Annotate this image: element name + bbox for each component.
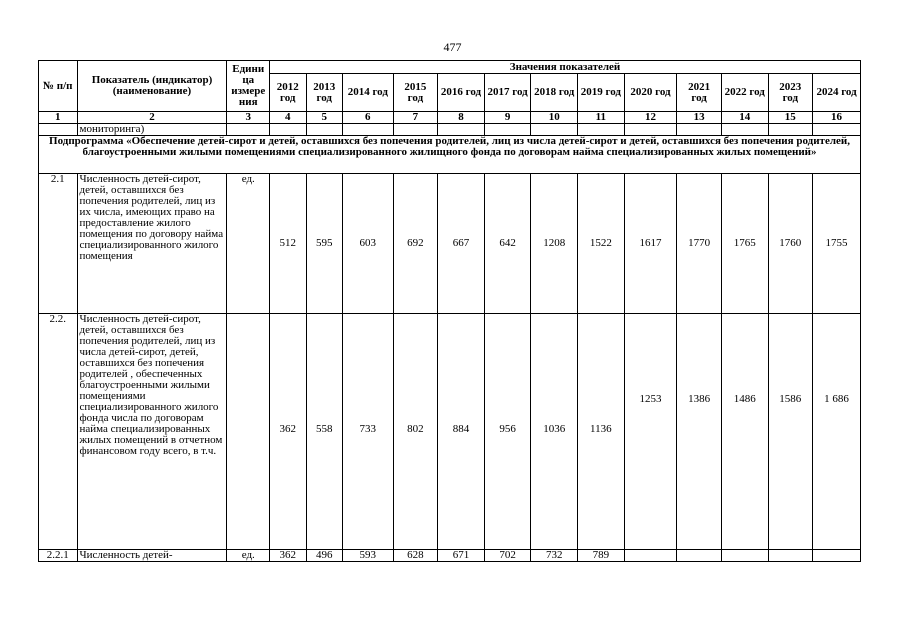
row-value: [721, 550, 768, 562]
page-number: 477: [443, 40, 462, 54]
row-value: 593: [342, 550, 393, 562]
col-number: 15: [768, 112, 813, 124]
subprogram-title: Подпрограмма «Обеспечение детей-сирот и детей, оставшихся без попечения родителей, лиц из числа детей-сирот и детей, оставшихся без попечения родителей, благоустроенными жилыми помещениями специализированного жилищного фонда по договорам найма специализированных жилых помещений»: [39, 136, 861, 174]
row-value: 1617: [624, 174, 677, 314]
header-year: 2019 год: [578, 74, 625, 112]
row-value: 667: [438, 174, 485, 314]
row-value: 692: [393, 174, 438, 314]
header-year: 2012 год: [270, 74, 306, 112]
col-number: 13: [677, 112, 722, 124]
row-value: 642: [484, 174, 531, 314]
row-value: 1770: [677, 174, 722, 314]
row-number: 2.1: [39, 174, 78, 314]
row-value: 558: [306, 314, 342, 550]
row-value: 733: [342, 314, 393, 550]
header-values-title: Значения показателей: [270, 61, 861, 74]
col-number: 8: [438, 112, 485, 124]
row-number: 2.2.: [39, 314, 78, 550]
col-number: 2: [77, 112, 227, 124]
header-year: 2014 год: [342, 74, 393, 112]
header-year: 2024 год: [813, 74, 861, 112]
row-value: 362: [270, 550, 306, 562]
row-value: 1 686: [813, 314, 861, 550]
row-value: 884: [438, 314, 485, 550]
row-value: [768, 550, 813, 562]
row-value: 1036: [531, 314, 578, 550]
row-value: 1136: [578, 314, 625, 550]
row-unit: ед.: [227, 550, 270, 562]
row-value: 496: [306, 550, 342, 562]
row-value: 1522: [578, 174, 625, 314]
row-indicator-name: Численность детей-сирот, детей, оставшихся без попечения родителей, лиц из их числа, имеющих право на предоставление жилого помещения по договору найма специализированного жилого помещения: [77, 174, 227, 314]
row-value: 628: [393, 550, 438, 562]
col-number: 4: [270, 112, 306, 124]
header-year: 2018 год: [531, 74, 578, 112]
row-unit: [227, 314, 270, 550]
header-year: 2017 год: [484, 74, 531, 112]
col-number: 7: [393, 112, 438, 124]
table-row: [39, 314, 861, 550]
row-indicator-name: Численность детей-: [77, 550, 227, 562]
row-unit: ед.: [227, 174, 270, 314]
row-value: 789: [578, 550, 625, 562]
row-value: 603: [342, 174, 393, 314]
indicators-table: [38, 60, 861, 562]
row-value: [677, 550, 722, 562]
row-indicator-name: Численность детей-сирот, детей, оставшихся без попечения родителей, лиц из числа детей-сирот, детей, оставшихся без попечения родителей , обеспеченных благоустроенными жилыми помещениями специализированного жилого фонда числа по договорам найма специализированных жилых помещений в отчетном финансовом году всего, в т.ч.: [77, 314, 227, 550]
row-value: 1208: [531, 174, 578, 314]
header-year: 2013 год: [306, 74, 342, 112]
header-indicator: Показатель (индикатор) (наименование): [77, 61, 227, 112]
continuation-row: [39, 124, 861, 136]
header-year: 2022 год: [721, 74, 768, 112]
header-year: 2020 год: [624, 74, 677, 112]
continuation-text: мониторинга): [77, 124, 227, 136]
header-unit: Едини ца измере ния: [227, 61, 270, 112]
header-year: 2016 год: [438, 74, 485, 112]
row-value: 1765: [721, 174, 768, 314]
subprogram-row: [39, 136, 861, 174]
table-row: [39, 174, 861, 314]
row-value: 1486: [721, 314, 768, 550]
row-value: 671: [438, 550, 485, 562]
row-value: 732: [531, 550, 578, 562]
column-numbers-row: [39, 112, 861, 124]
col-number: 14: [721, 112, 768, 124]
row-value: 1386: [677, 314, 722, 550]
row-value: 702: [484, 550, 531, 562]
row-value: 512: [270, 174, 306, 314]
col-number: 16: [813, 112, 861, 124]
row-value: 956: [484, 314, 531, 550]
header-year: 2021 год: [677, 74, 722, 112]
row-value: 595: [306, 174, 342, 314]
row-value: 1755: [813, 174, 861, 314]
col-number: 1: [39, 112, 78, 124]
col-number: 5: [306, 112, 342, 124]
row-value: 1760: [768, 174, 813, 314]
header-year: 2023 год: [768, 74, 813, 112]
row-value: [624, 550, 677, 562]
row-value: 362: [270, 314, 306, 550]
row-value: 1253: [624, 314, 677, 550]
col-number: 11: [578, 112, 625, 124]
col-number: 3: [227, 112, 270, 124]
row-value: [813, 550, 861, 562]
col-number: 6: [342, 112, 393, 124]
col-number: 10: [531, 112, 578, 124]
col-number: 12: [624, 112, 677, 124]
header-year: 2015 год: [393, 74, 438, 112]
header-no: № п/п: [39, 61, 78, 112]
col-number: 9: [484, 112, 531, 124]
row-value: 802: [393, 314, 438, 550]
table-row: [39, 550, 861, 562]
row-value: 1586: [768, 314, 813, 550]
row-number: 2.2.1: [39, 550, 78, 562]
